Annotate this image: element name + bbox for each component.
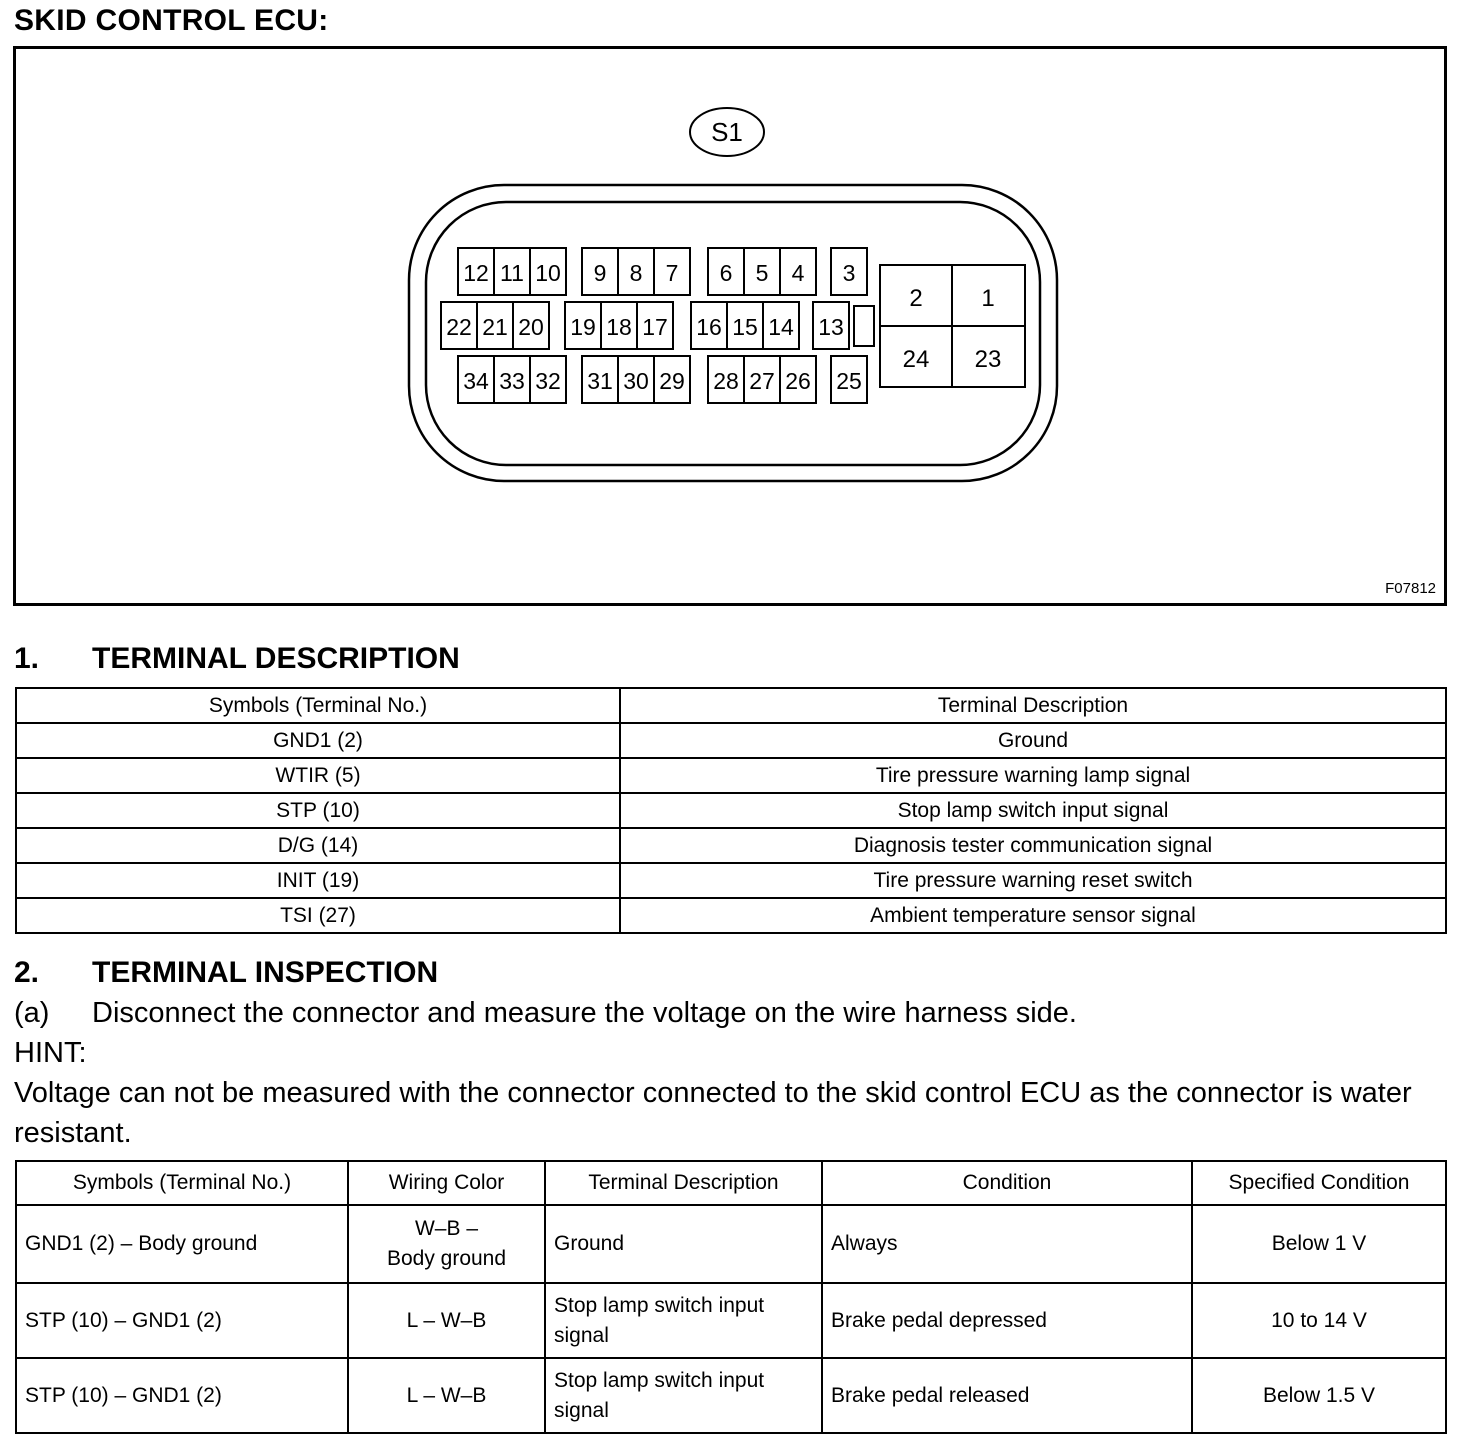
pin-9: 9 [593, 260, 607, 286]
table-row: GND1 (2) Ground [16, 723, 1446, 758]
terminal-inspection-table [15, 1160, 1447, 1434]
section-2-title: TERMINAL INSPECTION [92, 956, 439, 989]
pin-33: 33 [499, 368, 525, 394]
pin-11: 11 [500, 260, 524, 286]
hint-label: HINT: [14, 1037, 87, 1069]
table-row: D/G (14) Diagnosis tester communication signal [16, 828, 1446, 863]
table-row: INIT (19) Tire pressure warning reset switch [16, 863, 1446, 898]
pin-21: 21 [482, 314, 508, 340]
hint-text-line1: Voltage can not be measured with the connector connected to the skid control ECU as the connector is water [14, 1077, 1412, 1109]
pin-25: 25 [836, 368, 862, 394]
step-text: Disconnect the connector and measure the voltage on the wire harness side. [92, 997, 1077, 1029]
pin-2: 2 [909, 285, 923, 312]
connector-figure [13, 46, 1447, 606]
connector-diagram [16, 49, 1444, 603]
section-1-number: 1. [14, 642, 40, 675]
pin-24: 24 [902, 346, 930, 373]
table-row: STP (10) Stop lamp switch input signal [16, 793, 1446, 828]
pin-26: 26 [785, 368, 811, 394]
pin-row-1-labels [463, 260, 855, 286]
section-2-number: 2. [14, 956, 40, 989]
step-a [14, 993, 1077, 1033]
pin-32: 32 [535, 368, 561, 394]
pin-17: 17 [642, 314, 668, 340]
table-header-row [16, 688, 1446, 723]
pin-18: 18 [606, 314, 632, 340]
terminal-description-table [15, 687, 1447, 934]
pin-12: 12 [463, 260, 489, 286]
pin-34: 34 [463, 368, 489, 394]
table-row: TSI (27) Ambient temperature sensor signal [16, 898, 1446, 933]
table-header-row [16, 1161, 1446, 1205]
hint-text-line2: resistant. [14, 1117, 132, 1149]
table-row: STP (10) – GND1 (2) L – W–B Stop lamp switch input signal Brake pedal depressed 10 to 14 V [16, 1283, 1446, 1358]
pin-20: 20 [518, 314, 544, 340]
pin-row-2-labels [446, 314, 844, 340]
pin-13: 13 [818, 314, 844, 340]
pin-28: 28 [713, 368, 739, 394]
pin-22: 22 [446, 314, 472, 340]
pin-7: 7 [665, 260, 679, 286]
pin-5: 5 [755, 260, 769, 286]
header-wiring-color: Wiring Color [348, 1161, 545, 1205]
pin-31: 31 [587, 368, 613, 394]
pin-29: 29 [659, 368, 685, 394]
pin-row-3-labels [463, 368, 862, 394]
page-title: SKID CONTROL ECU: [14, 4, 329, 37]
pin-19: 19 [570, 314, 596, 340]
table-row: GND1 (2) – Body ground W–B – Body ground Ground Always Below 1 V [16, 1205, 1446, 1283]
pin-1: 1 [981, 285, 995, 312]
header-condition: Condition [822, 1161, 1192, 1205]
table-row: WTIR (5) Tire pressure warning lamp signal [16, 758, 1446, 793]
header-specified-condition: Specified Condition [1192, 1161, 1446, 1205]
header-symbols: Symbols (Terminal No.) [16, 1161, 348, 1205]
pin-3: 3 [842, 260, 856, 286]
section-2-heading [14, 955, 438, 991]
pin-27: 27 [749, 368, 775, 394]
connector-label: S1 [711, 117, 743, 147]
step-label: (a) [14, 997, 50, 1029]
header-terminal-description: Terminal Description [545, 1161, 822, 1205]
section-1-title: TERMINAL DESCRIPTION [92, 642, 460, 675]
table-row: STP (10) – GND1 (2) L – W–B Stop lamp switch input signal Brake pedal released Below 1.5 V [16, 1358, 1446, 1433]
pin-14: 14 [768, 314, 794, 340]
pin-6: 6 [719, 260, 733, 286]
pin-23: 23 [974, 346, 1002, 373]
pin-30: 30 [623, 368, 649, 394]
figure-code: F07812 [1385, 580, 1436, 597]
pin-10: 10 [535, 260, 561, 286]
header-description: Terminal Description [620, 688, 1446, 723]
section-1-heading [14, 641, 460, 677]
pin-4: 4 [791, 260, 805, 286]
pin-16: 16 [696, 314, 722, 340]
pin-8: 8 [629, 260, 643, 286]
header-symbols: Symbols (Terminal No.) [16, 688, 620, 723]
pin-15: 15 [732, 314, 758, 340]
